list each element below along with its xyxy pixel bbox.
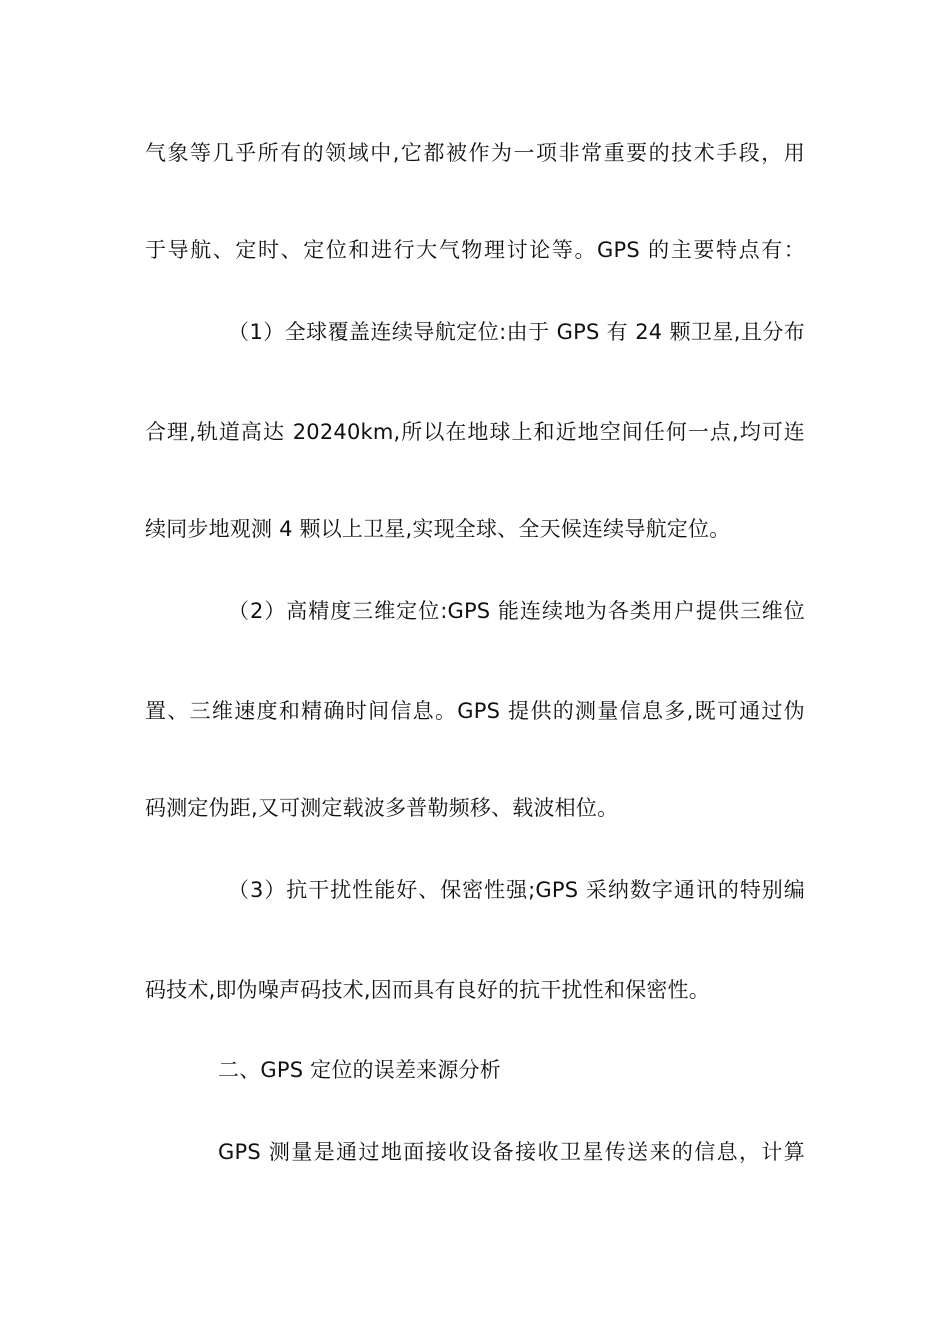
text-line-12: GPS 测量是通过地面接收设备接收卫星传送来的信息，计算 [218, 1140, 805, 1164]
section-heading: 二、GPS 定位的误差来源分析 [218, 1058, 501, 1082]
text-line-9: （3）抗干扰性能好、保密性强;GPS 采纳数字通讯的特别编 [228, 878, 805, 902]
text-line-6: （2）高精度三维定位:GPS 能连续地为各类用户提供三维位 [228, 599, 805, 623]
text-line-7: 置、三维速度和精确时间信息。GPS 提供的测量信息多,既可通过伪 [145, 699, 805, 723]
text-line-4: 合理,轨道高达 20240km,所以在地球上和近地空间任何一点,均可连 [145, 420, 805, 444]
text-line-3: （1）全球覆盖连续导航定位:由于 GPS 有 24 颗卫星,且分布 [228, 320, 805, 344]
text-line-2: 于导航、定时、定位和进行大气物理讨论等。GPS 的主要特点有： [145, 238, 805, 262]
text-line-1: 气象等几乎所有的领域中,它都被作为一项非常重要的技术手段，用 [145, 141, 805, 165]
text-line-10: 码技术,即伪噪声码技术,因而具有良好的抗干扰性和保密性。 [145, 978, 710, 1002]
text-line-8: 码测定伪距,又可测定载波多普勒频移、载波相位。 [145, 796, 619, 820]
text-line-5: 续同步地观测 4 颗以上卫星,实现全球、全天候连续导航定位。 [145, 517, 731, 541]
